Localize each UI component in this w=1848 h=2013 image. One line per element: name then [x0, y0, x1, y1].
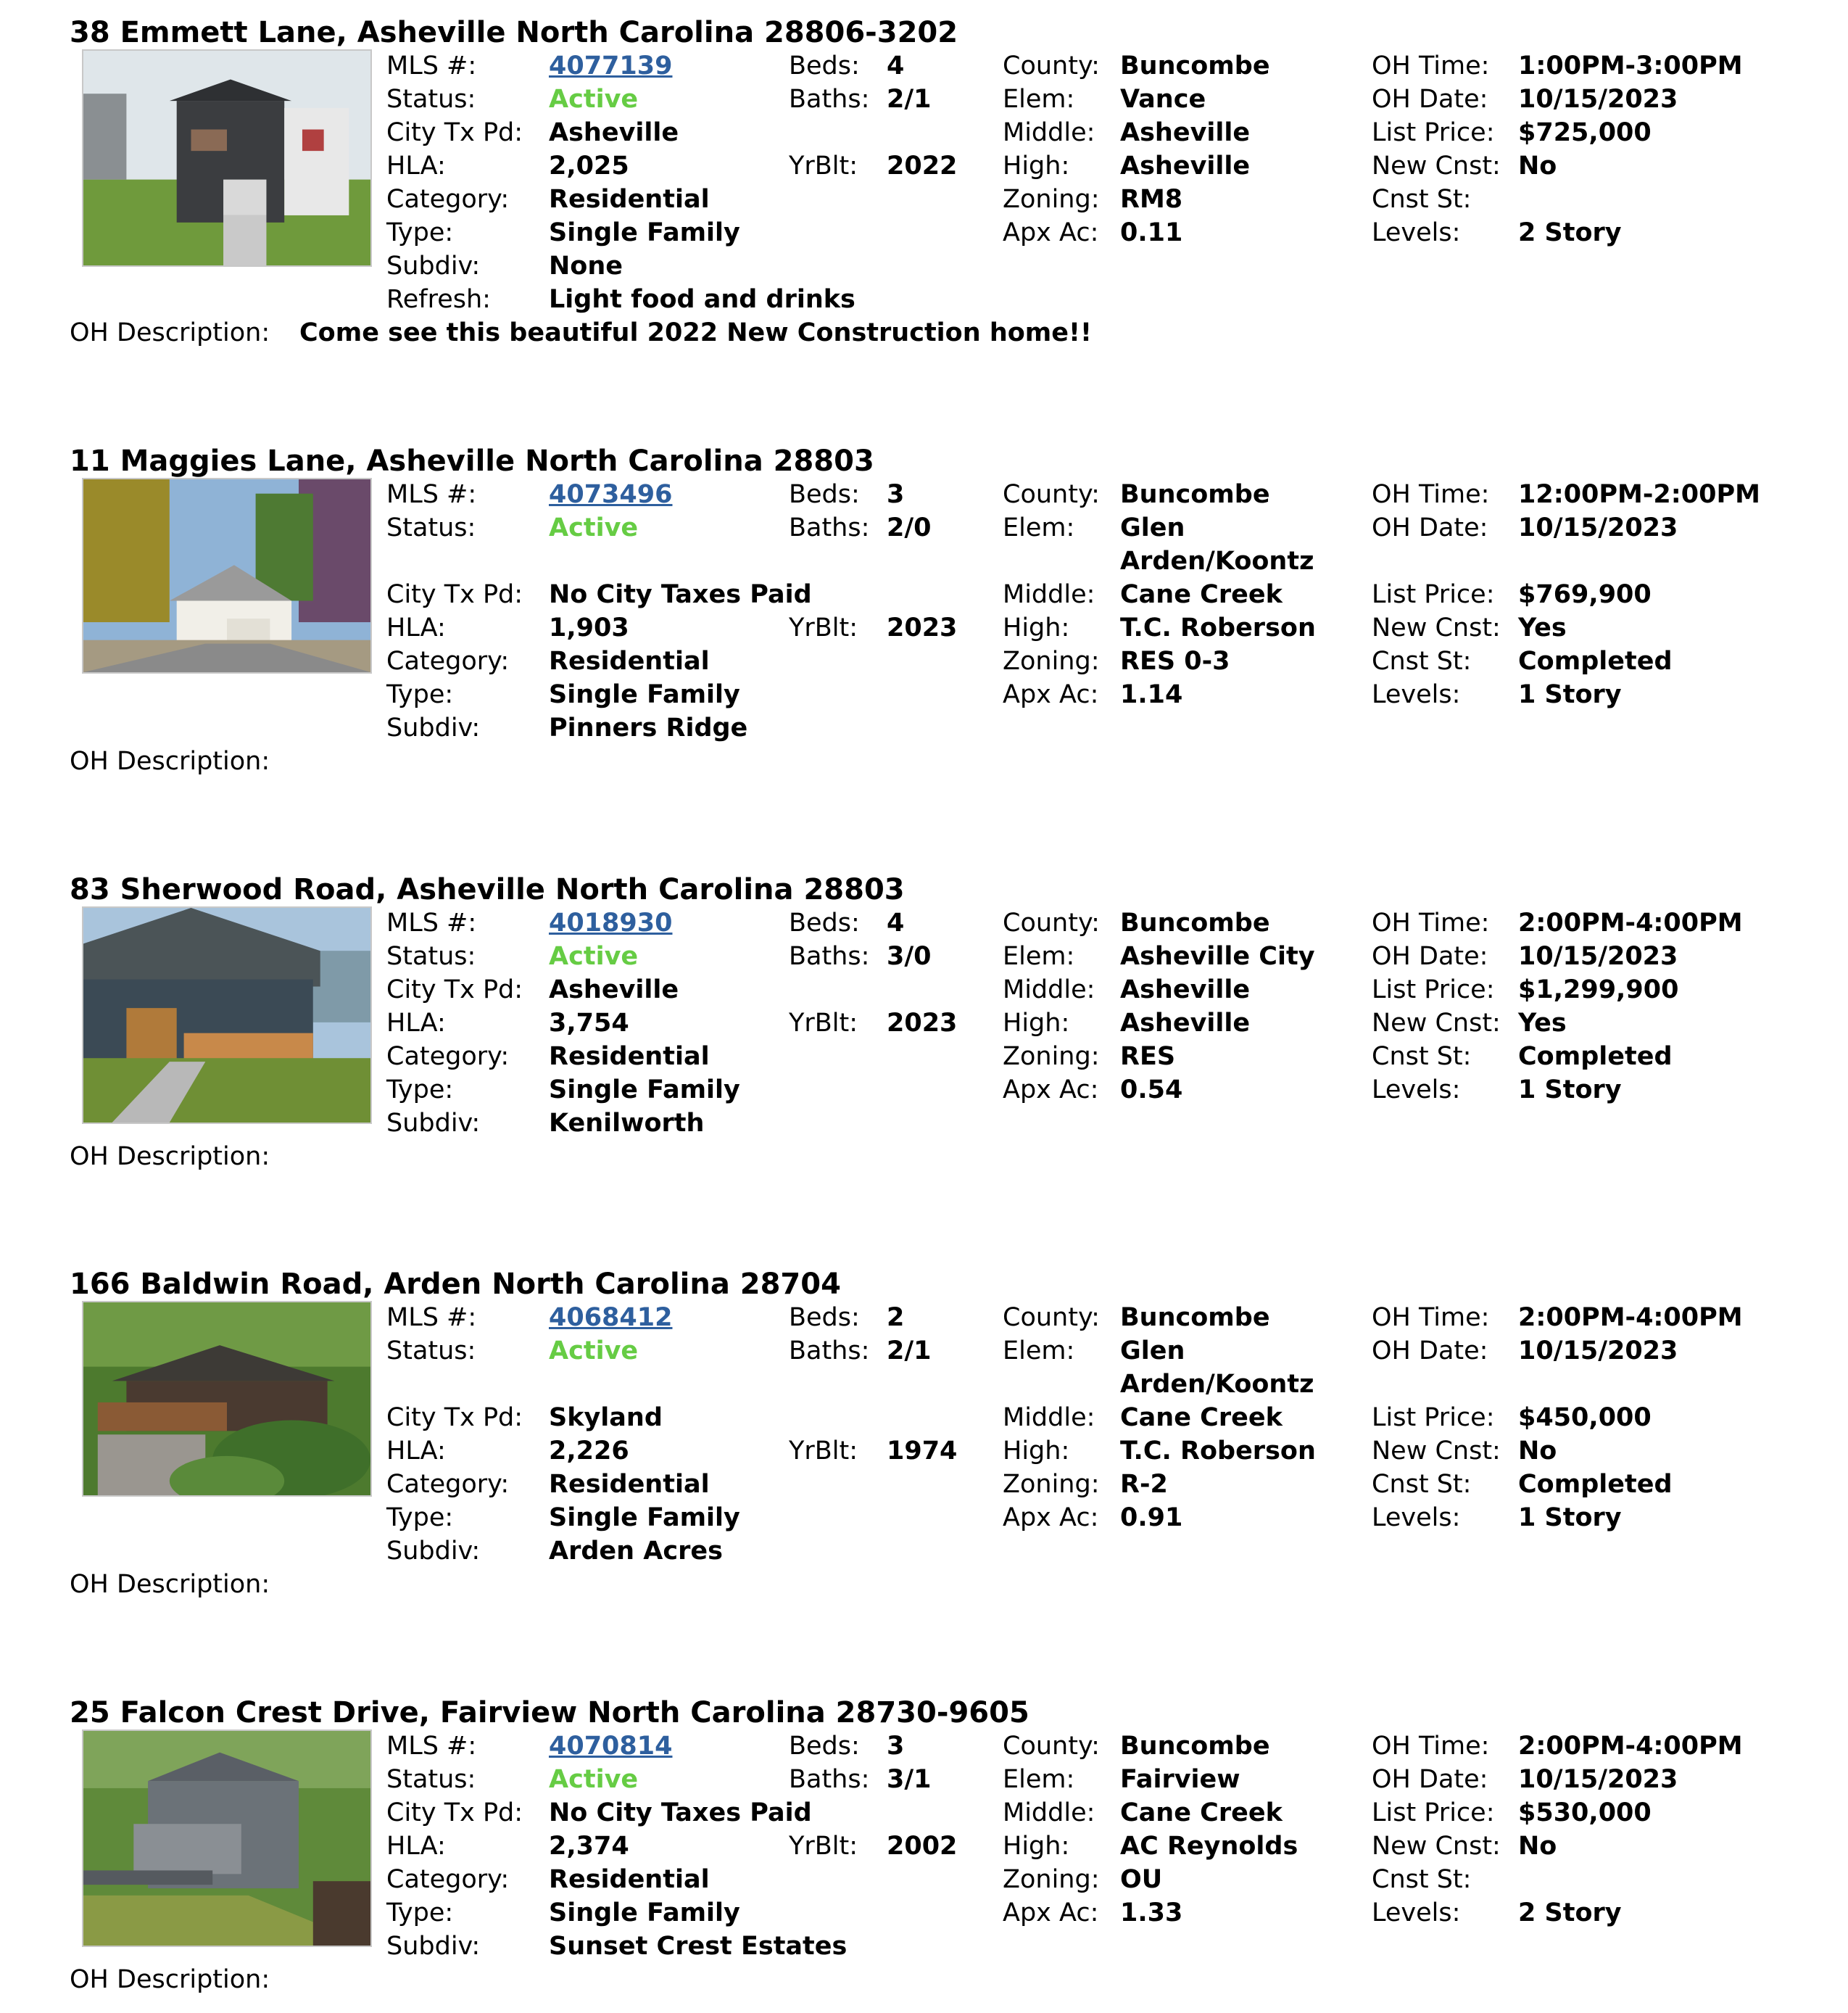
- beds-label: Beds:: [789, 1732, 860, 1761]
- elem-label: Elem:: [1003, 1336, 1075, 1365]
- list-price-value: $1,299,900: [1518, 975, 1679, 1004]
- hla-value: 1,903: [549, 613, 629, 642]
- list-price-label: List Price:: [1372, 975, 1495, 1004]
- listing-address: 25 Falcon Crest Drive, Fairview North Carolina 28730-9605: [70, 1696, 1029, 1729]
- apx-ac-value: 0.91: [1120, 1503, 1183, 1532]
- yrblt-value: 2002: [887, 1832, 958, 1861]
- county-label: County:: [1003, 1303, 1100, 1332]
- city-tax-value: Asheville: [549, 975, 679, 1004]
- list-price-value: $725,000: [1518, 118, 1652, 147]
- oh-date-value: 10/15/2023: [1518, 1765, 1678, 1794]
- elem-value-continued: Arden/Koontz: [1120, 1370, 1314, 1399]
- oh-time-label: OH Time:: [1372, 480, 1490, 509]
- levels-label: Levels:: [1372, 680, 1461, 709]
- elem-value-continued: Arden/Koontz: [1120, 547, 1314, 576]
- middle-value: Cane Creek: [1120, 1403, 1283, 1432]
- middle-value: Cane Creek: [1120, 580, 1283, 609]
- city-tax-value: Skyland: [549, 1403, 663, 1432]
- city-tax-value: No City Taxes Paid: [549, 1798, 812, 1827]
- type-value: Single Family: [549, 1075, 740, 1104]
- apx-ac-label: Apx Ac:: [1003, 680, 1099, 709]
- high-value: Asheville: [1120, 1009, 1251, 1038]
- beds-value: 4: [887, 909, 905, 938]
- status-value: Active: [549, 513, 639, 542]
- high-label: High:: [1003, 1437, 1070, 1466]
- elem-label: Elem:: [1003, 85, 1075, 114]
- mls-label: MLS #:: [386, 480, 477, 509]
- baths-label: Baths:: [789, 513, 870, 542]
- elem-value: Glen: [1120, 1336, 1185, 1365]
- subdiv-value: None: [549, 252, 623, 281]
- county-label: County:: [1003, 909, 1100, 938]
- new-cnst-value: Yes: [1518, 613, 1567, 642]
- oh-description-label: OH Description:: [70, 1965, 270, 1994]
- cnst-st-label: Cnst St:: [1372, 1470, 1472, 1499]
- levels-label: Levels:: [1372, 1503, 1461, 1532]
- apx-ac-label: Apx Ac:: [1003, 1503, 1099, 1532]
- county-value: Buncombe: [1120, 480, 1270, 509]
- listing-address: 83 Sherwood Road, Asheville North Carolina 28803: [70, 873, 905, 906]
- baths-value: 3/1: [887, 1765, 932, 1794]
- category-value: Residential: [549, 1042, 710, 1071]
- yrblt-value: 2022: [887, 152, 958, 181]
- oh-date-value: 10/15/2023: [1518, 1336, 1678, 1365]
- oh-time-label: OH Time:: [1372, 1303, 1490, 1332]
- category-label: Category:: [386, 647, 510, 676]
- category-label: Category:: [386, 185, 510, 214]
- baths-label: Baths:: [789, 85, 870, 114]
- type-label: Type:: [386, 1075, 454, 1104]
- city-tax-label: City Tx Pd:: [386, 118, 523, 147]
- status-label: Status:: [386, 513, 476, 542]
- cnst-st-value: Completed: [1518, 1042, 1673, 1071]
- levels-value: 1 Story: [1518, 1503, 1622, 1532]
- category-value: Residential: [549, 647, 710, 676]
- hla-value: 3,754: [549, 1009, 629, 1038]
- subdiv-value: Arden Acres: [549, 1537, 723, 1566]
- category-value: Residential: [549, 1865, 710, 1894]
- cnst-st-value: Completed: [1518, 647, 1673, 676]
- type-value: Single Family: [549, 1503, 740, 1532]
- county-value: Buncombe: [1120, 51, 1270, 80]
- mls-label: MLS #:: [386, 1303, 477, 1332]
- levels-value: 1 Story: [1518, 1075, 1622, 1104]
- beds-label: Beds:: [789, 909, 860, 938]
- listing-photo[interactable]: [82, 1729, 372, 1947]
- yrblt-label: YrBlt:: [789, 152, 858, 181]
- city-tax-value: Asheville: [549, 118, 679, 147]
- apx-ac-label: Apx Ac:: [1003, 218, 1099, 247]
- hla-value: 2,374: [549, 1832, 629, 1861]
- mls-number-link[interactable]: 4070814: [549, 1732, 673, 1761]
- list-price-value: $450,000: [1518, 1403, 1652, 1432]
- oh-date-label: OH Date:: [1372, 1765, 1488, 1794]
- category-value: Residential: [549, 1470, 710, 1499]
- oh-time-label: OH Time:: [1372, 51, 1490, 80]
- mls-label: MLS #:: [386, 909, 477, 938]
- apx-ac-value: 0.54: [1120, 1075, 1183, 1104]
- elem-value: Asheville City: [1120, 942, 1315, 971]
- beds-value: 3: [887, 480, 905, 509]
- oh-time-value: 12:00PM-2:00PM: [1518, 480, 1760, 509]
- yrblt-value: 1974: [887, 1437, 958, 1466]
- oh-description-value: Come see this beautiful 2022 New Construction home!!: [299, 318, 1092, 347]
- category-label: Category:: [386, 1470, 510, 1499]
- hla-label: HLA:: [386, 1832, 446, 1861]
- baths-value: 2/0: [887, 513, 932, 542]
- middle-label: Middle:: [1003, 975, 1095, 1004]
- yrblt-label: YrBlt:: [789, 1009, 858, 1038]
- beds-value: 2: [887, 1303, 905, 1332]
- county-value: Buncombe: [1120, 909, 1270, 938]
- list-price-label: List Price:: [1372, 1798, 1495, 1827]
- levels-label: Levels:: [1372, 1075, 1461, 1104]
- cnst-st-value: Completed: [1518, 1470, 1673, 1499]
- status-label: Status:: [386, 942, 476, 971]
- new-cnst-value: No: [1518, 1437, 1557, 1466]
- type-value: Single Family: [549, 680, 740, 709]
- middle-value: Asheville: [1120, 118, 1251, 147]
- baths-label: Baths:: [789, 1765, 870, 1794]
- apx-ac-label: Apx Ac:: [1003, 1898, 1099, 1927]
- zoning-value: RES: [1120, 1042, 1176, 1071]
- city-tax-label: City Tx Pd:: [386, 1403, 523, 1432]
- middle-label: Middle:: [1003, 580, 1095, 609]
- middle-label: Middle:: [1003, 1798, 1095, 1827]
- subdiv-value: Sunset Crest Estates: [549, 1932, 848, 1961]
- refresh-value: Light food and drinks: [549, 285, 855, 314]
- listing-address: 38 Emmett Lane, Asheville North Carolina 28806-3202: [70, 16, 958, 49]
- city-tax-label: City Tx Pd:: [386, 580, 523, 609]
- status-label: Status:: [386, 1336, 476, 1365]
- category-label: Category:: [386, 1042, 510, 1071]
- high-value: T.C. Roberson: [1120, 613, 1316, 642]
- mls-number-link[interactable]: 4068412: [549, 1303, 673, 1332]
- mls-number-link[interactable]: 4073496: [549, 480, 673, 509]
- yrblt-value: 2023: [887, 613, 958, 642]
- zoning-value: R-2: [1120, 1470, 1168, 1499]
- subdiv-label: Subdiv:: [386, 252, 481, 281]
- oh-time-value: 1:00PM-3:00PM: [1518, 51, 1743, 80]
- zoning-value: RES 0-3: [1120, 647, 1230, 676]
- baths-value: 3/0: [887, 942, 932, 971]
- beds-label: Beds:: [789, 51, 860, 80]
- status-value: Active: [549, 85, 639, 114]
- status-value: Active: [549, 1765, 639, 1794]
- subdiv-label: Subdiv:: [386, 1537, 481, 1566]
- apx-ac-value: 0.11: [1120, 218, 1183, 247]
- elem-label: Elem:: [1003, 513, 1075, 542]
- elem-value: Fairview: [1120, 1765, 1240, 1794]
- city-tax-value: No City Taxes Paid: [549, 580, 812, 609]
- baths-label: Baths:: [789, 942, 870, 971]
- oh-description-label: OH Description:: [70, 1142, 270, 1171]
- county-label: County:: [1003, 480, 1100, 509]
- hla-label: HLA:: [386, 1437, 446, 1466]
- oh-time-label: OH Time:: [1372, 1732, 1490, 1761]
- levels-label: Levels:: [1372, 1898, 1461, 1927]
- zoning-label: Zoning:: [1003, 1470, 1100, 1499]
- subdiv-label: Subdiv:: [386, 1932, 481, 1961]
- zoning-label: Zoning:: [1003, 647, 1100, 676]
- cnst-st-label: Cnst St:: [1372, 185, 1472, 214]
- listing-address: 11 Maggies Lane, Asheville North Carolina 28803: [70, 445, 874, 478]
- zoning-value: OU: [1120, 1865, 1163, 1894]
- apx-ac-label: Apx Ac:: [1003, 1075, 1099, 1104]
- beds-label: Beds:: [789, 1303, 860, 1332]
- oh-time-value: 2:00PM-4:00PM: [1518, 1303, 1743, 1332]
- high-label: High:: [1003, 1009, 1070, 1038]
- listing-photo[interactable]: [82, 906, 372, 1124]
- levels-value: 2 Story: [1518, 218, 1622, 247]
- hla-value: 2,226: [549, 1437, 629, 1466]
- list-price-label: List Price:: [1372, 1403, 1495, 1432]
- hla-label: HLA:: [386, 152, 446, 181]
- listing-photo[interactable]: [82, 1301, 372, 1497]
- listing-address: 166 Baldwin Road, Arden North Carolina 28704: [70, 1268, 841, 1301]
- subdiv-value: Kenilworth: [549, 1109, 705, 1138]
- oh-date-label: OH Date:: [1372, 942, 1488, 971]
- high-label: High:: [1003, 152, 1070, 181]
- middle-value: Cane Creek: [1120, 1798, 1283, 1827]
- mls-number-link[interactable]: 4018930: [549, 909, 673, 938]
- type-label: Type:: [386, 680, 454, 709]
- oh-date-label: OH Date:: [1372, 85, 1488, 114]
- type-label: Type:: [386, 1503, 454, 1532]
- baths-value: 2/1: [887, 85, 932, 114]
- subdiv-value: Pinners Ridge: [549, 714, 748, 743]
- cnst-st-label: Cnst St:: [1372, 1865, 1472, 1894]
- subdiv-label: Subdiv:: [386, 1109, 481, 1138]
- beds-value: 3: [887, 1732, 905, 1761]
- oh-date-value: 10/15/2023: [1518, 85, 1678, 114]
- county-label: County:: [1003, 1732, 1100, 1761]
- oh-date-label: OH Date:: [1372, 1336, 1488, 1365]
- middle-value: Asheville: [1120, 975, 1251, 1004]
- county-label: County:: [1003, 51, 1100, 80]
- new-cnst-label: New Cnst:: [1372, 1832, 1501, 1861]
- elem-label: Elem:: [1003, 1765, 1075, 1794]
- yrblt-label: YrBlt:: [789, 1832, 858, 1861]
- middle-label: Middle:: [1003, 1403, 1095, 1432]
- hla-label: HLA:: [386, 1009, 446, 1038]
- type-label: Type:: [386, 218, 454, 247]
- hla-value: 2,025: [549, 152, 629, 181]
- zoning-label: Zoning:: [1003, 1865, 1100, 1894]
- category-label: Category:: [386, 1865, 510, 1894]
- oh-description-label: OH Description:: [70, 1570, 270, 1599]
- county-value: Buncombe: [1120, 1732, 1270, 1761]
- zoning-label: Zoning:: [1003, 1042, 1100, 1071]
- new-cnst-label: New Cnst:: [1372, 1437, 1501, 1466]
- new-cnst-value: No: [1518, 1832, 1557, 1861]
- high-label: High:: [1003, 613, 1070, 642]
- elem-value: Vance: [1120, 85, 1206, 114]
- refresh-label: Refresh:: [386, 285, 491, 314]
- oh-time-label: OH Time:: [1372, 909, 1490, 938]
- yrblt-label: YrBlt:: [789, 613, 858, 642]
- oh-date-value: 10/15/2023: [1518, 513, 1678, 542]
- cnst-st-label: Cnst St:: [1372, 1042, 1472, 1071]
- new-cnst-label: New Cnst:: [1372, 613, 1501, 642]
- mls-label: MLS #:: [386, 1732, 477, 1761]
- oh-date-label: OH Date:: [1372, 513, 1488, 542]
- beds-value: 4: [887, 51, 905, 80]
- list-price-value: $769,900: [1518, 580, 1652, 609]
- hla-label: HLA:: [386, 613, 446, 642]
- baths-label: Baths:: [789, 1336, 870, 1365]
- city-tax-label: City Tx Pd:: [386, 1798, 523, 1827]
- listing-photo[interactable]: [82, 49, 372, 267]
- elem-label: Elem:: [1003, 942, 1075, 971]
- apx-ac-value: 1.33: [1120, 1898, 1183, 1927]
- oh-description-label: OH Description:: [70, 318, 270, 347]
- beds-label: Beds:: [789, 480, 860, 509]
- list-price-label: List Price:: [1372, 580, 1495, 609]
- subdiv-label: Subdiv:: [386, 714, 481, 743]
- apx-ac-value: 1.14: [1120, 680, 1183, 709]
- oh-description-label: OH Description:: [70, 747, 270, 776]
- status-label: Status:: [386, 1765, 476, 1794]
- category-value: Residential: [549, 185, 710, 214]
- high-label: High:: [1003, 1832, 1070, 1861]
- status-value: Active: [549, 1336, 639, 1365]
- levels-value: 1 Story: [1518, 680, 1622, 709]
- elem-value: Glen: [1120, 513, 1185, 542]
- mls-number-link[interactable]: 4077139: [549, 51, 673, 80]
- new-cnst-label: New Cnst:: [1372, 1009, 1501, 1038]
- oh-time-value: 2:00PM-4:00PM: [1518, 1732, 1743, 1761]
- zoning-value: RM8: [1120, 185, 1183, 214]
- county-value: Buncombe: [1120, 1303, 1270, 1332]
- new-cnst-value: No: [1518, 152, 1557, 181]
- high-value: T.C. Roberson: [1120, 1437, 1316, 1466]
- yrblt-value: 2023: [887, 1009, 958, 1038]
- zoning-label: Zoning:: [1003, 185, 1100, 214]
- yrblt-label: YrBlt:: [789, 1437, 858, 1466]
- cnst-st-label: Cnst St:: [1372, 647, 1472, 676]
- oh-time-value: 2:00PM-4:00PM: [1518, 909, 1743, 938]
- high-value: AC Reynolds: [1120, 1832, 1298, 1861]
- listing-photo[interactable]: [82, 478, 372, 674]
- type-label: Type:: [386, 1898, 454, 1927]
- type-value: Single Family: [549, 218, 740, 247]
- mls-label: MLS #:: [386, 51, 477, 80]
- list-price-value: $530,000: [1518, 1798, 1652, 1827]
- status-value: Active: [549, 942, 639, 971]
- middle-label: Middle:: [1003, 118, 1095, 147]
- city-tax-label: City Tx Pd:: [386, 975, 523, 1004]
- status-label: Status:: [386, 85, 476, 114]
- list-price-label: List Price:: [1372, 118, 1495, 147]
- new-cnst-label: New Cnst:: [1372, 152, 1501, 181]
- type-value: Single Family: [549, 1898, 740, 1927]
- baths-value: 2/1: [887, 1336, 932, 1365]
- levels-label: Levels:: [1372, 218, 1461, 247]
- levels-value: 2 Story: [1518, 1898, 1622, 1927]
- high-value: Asheville: [1120, 152, 1251, 181]
- oh-date-value: 10/15/2023: [1518, 942, 1678, 971]
- new-cnst-value: Yes: [1518, 1009, 1567, 1038]
